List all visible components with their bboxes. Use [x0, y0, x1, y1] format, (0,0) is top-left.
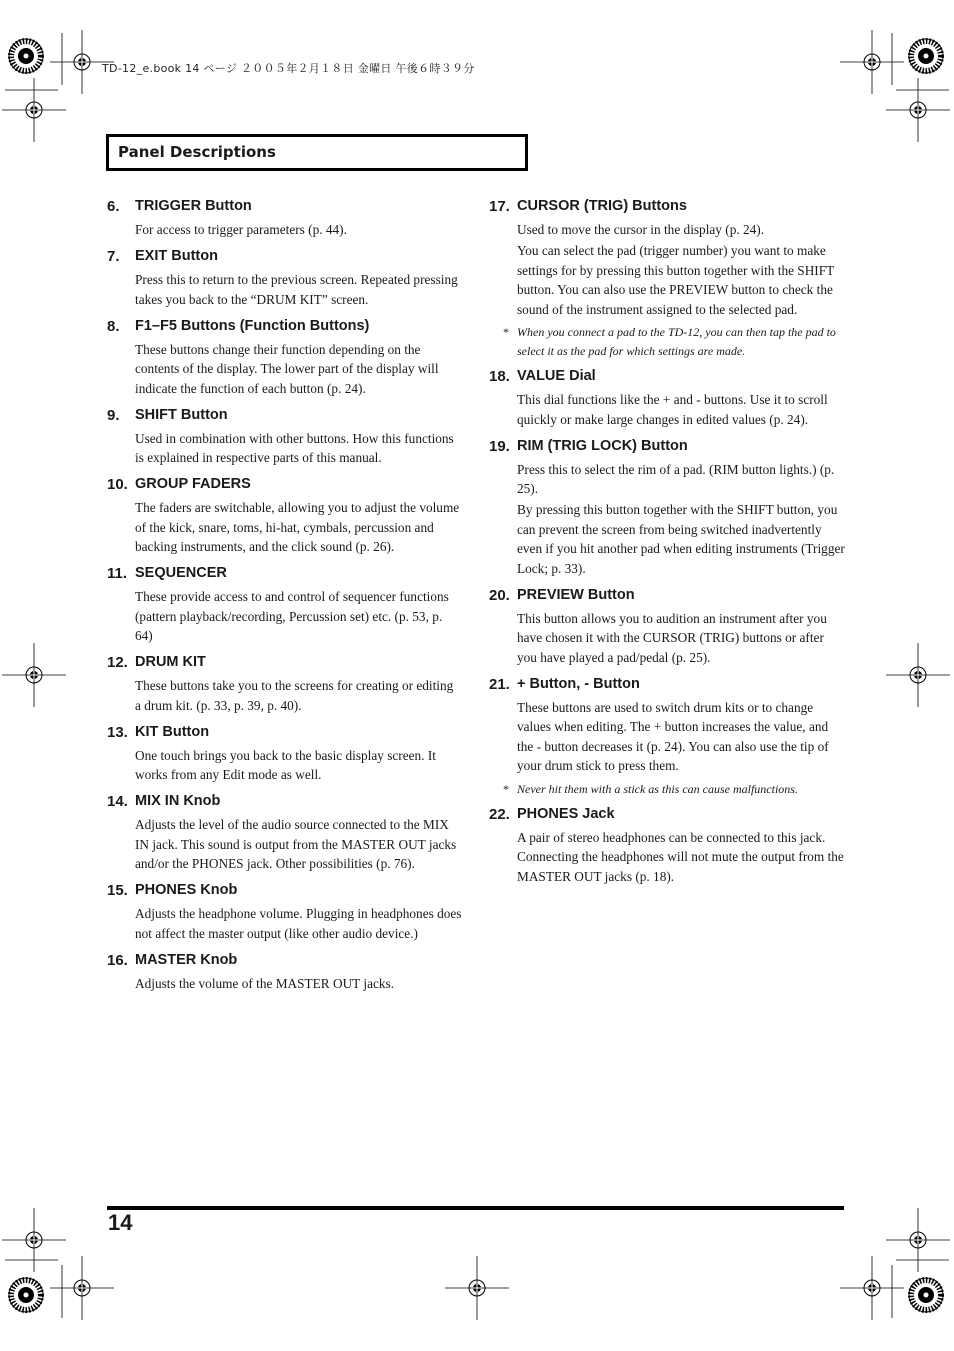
page-number: 14: [108, 1210, 133, 1235]
item-number: 15.: [107, 882, 128, 899]
item-number: 12.: [107, 654, 128, 671]
item-number: 6.: [107, 198, 120, 215]
description-paragraph: This dial functions like the + and - buttons. Use it to scroll quickly or make large changes in edited values (p. 24).: [517, 392, 828, 427]
item-number: 11.: [107, 565, 128, 582]
item-title: VALUE Dial: [517, 368, 596, 384]
starburst-mark-bottom-right: [909, 1278, 943, 1312]
starburst-mark-top-right: [909, 39, 943, 73]
item-number: 9.: [107, 406, 120, 424]
item-number: 8.: [107, 317, 120, 335]
description-paragraph: These buttons change their function depending on the contents of the display. The lower part of the display will indicate the function of each button (p. 24).: [135, 341, 439, 396]
description-paragraph: Used in combination with other buttons. How this functions is explained in respective parts of this manual.: [135, 430, 454, 465]
note-text: Never hit them with a stick as this can cause malfunctions.: [517, 781, 798, 796]
description-paragraph: A pair of stereo headphones can be connected to this jack. Connecting the headphones will not mute the output from the MASTER OUT jacks (p. 18).: [517, 829, 844, 884]
item-title: + Button, - Button: [517, 675, 640, 692]
item-number: 22.: [489, 805, 510, 823]
item-title: PHONES Knob: [135, 882, 238, 898]
item-title: MIX IN Knob: [135, 793, 221, 809]
item-number: 10.: [107, 476, 128, 493]
note-asterisk: *: [503, 781, 509, 796]
item-title: CURSOR (TRIG) Buttons: [517, 198, 687, 214]
item-title: SEQUENCER: [135, 565, 227, 581]
description-paragraph: The faders are switchable, allowing you to adjust the volume of the kick, snare, toms, hi-hat, cymbals, percussion and backing instruments, and the click sound (p. 26).: [135, 500, 460, 554]
description-paragraph: These buttons are used to switch drum kits or to change values when editing. The + button increases the value, and the - button decreases it (p. 24). You can also use the tip of your drum stick to press them.: [517, 699, 829, 773]
item-title: PREVIEW Button: [517, 586, 635, 603]
item-number: 17.: [489, 198, 510, 215]
item-title: F1–F5 Buttons (Function Buttons): [135, 317, 370, 334]
print-header: TD-12_e.book 14 ページ ２００５年２月１８日 金曜日 午後６時３９分: [102, 62, 475, 75]
item-number: 7.: [107, 248, 120, 265]
description-paragraph: Adjusts the headphone volume. Plugging in headphones does not affect the master output (like other audio device.): [135, 906, 462, 941]
item-number: 16.: [107, 951, 128, 969]
item-title: EXIT Button: [135, 248, 218, 264]
note-text: When you connect a pad to the TD-12, you can then tap the pad to select it as the pad for which settings are made.: [517, 325, 836, 358]
item-title: SHIFT Button: [135, 406, 228, 423]
description-paragraph: These provide access to and control of sequencer functions (pattern playback/recording, Percussion set) etc. (p. 53, p. 64): [135, 589, 449, 643]
description-paragraph: Adjusts the level of the audio source connected to the MIX IN jack. This sound is output from the MASTER OUT jacks and/or the PHONES jack. Other possibilities (p. 76).: [135, 817, 457, 871]
description-paragraph: Press this to select the rim of a pad. (RIM button lights.) (p. 25).: [517, 461, 835, 496]
description-paragraph: Used to move the cursor in the display (p. 24).: [517, 222, 765, 237]
item-title: PHONES Jack: [517, 805, 615, 822]
description-paragraph: By pressing this button together with the SHIFT button, you can prevent the screen from being switched inadvertently even if you hit another pad when editing instruments (Trigger Lock; p. 33).: [517, 502, 845, 576]
starburst-mark-bottom-left: [9, 1278, 43, 1312]
item-title: DRUM KIT: [135, 654, 206, 670]
description-paragraph: These buttons take you to the screens for creating or editing a drum kit. (p. 33, p. 39, p. 40).: [135, 678, 454, 713]
description-paragraph: Adjusts the volume of the MASTER OUT jacks.: [135, 975, 395, 991]
item-number: 20.: [489, 586, 510, 604]
item-title: TRIGGER Button: [135, 198, 252, 214]
item-title: KIT Button: [135, 723, 210, 740]
description-paragraph: For access to trigger parameters (p. 44).: [135, 222, 347, 237]
item-number: 19.: [489, 437, 510, 455]
item-number: 18.: [489, 368, 510, 385]
item-title: MASTER Knob: [135, 951, 238, 968]
description-paragraph: This button allows you to audition an instrument after you have chosen it with the CURSOR (TRIG) buttons or after you have played a pad/pedal (p. 25).: [517, 610, 827, 665]
item-number: 14.: [107, 793, 128, 810]
item-number: 13.: [107, 723, 128, 741]
description-paragraph: One touch brings you back to the basic display screen. It works from any Edit mode as well.: [135, 747, 436, 782]
description-paragraph: Press this to return to the previous screen. Repeated pressing takes you back to the “DRUM KIT” screen.: [135, 272, 458, 307]
item-title: RIM (TRIG LOCK) Button: [517, 437, 688, 454]
note-asterisk: *: [503, 325, 509, 339]
item-number: 21.: [489, 675, 510, 693]
starburst-mark-top-left: [9, 39, 43, 73]
item-title: GROUP FADERS: [135, 476, 251, 492]
description-paragraph: You can select the pad (trigger number) you want to make settings for by pressing this button together with the SHIFT button. You can also use the PREVIEW button to check the sound of the instrument assigned to the selected pad.: [517, 243, 835, 317]
section-title: Panel Descriptions: [118, 143, 276, 161]
